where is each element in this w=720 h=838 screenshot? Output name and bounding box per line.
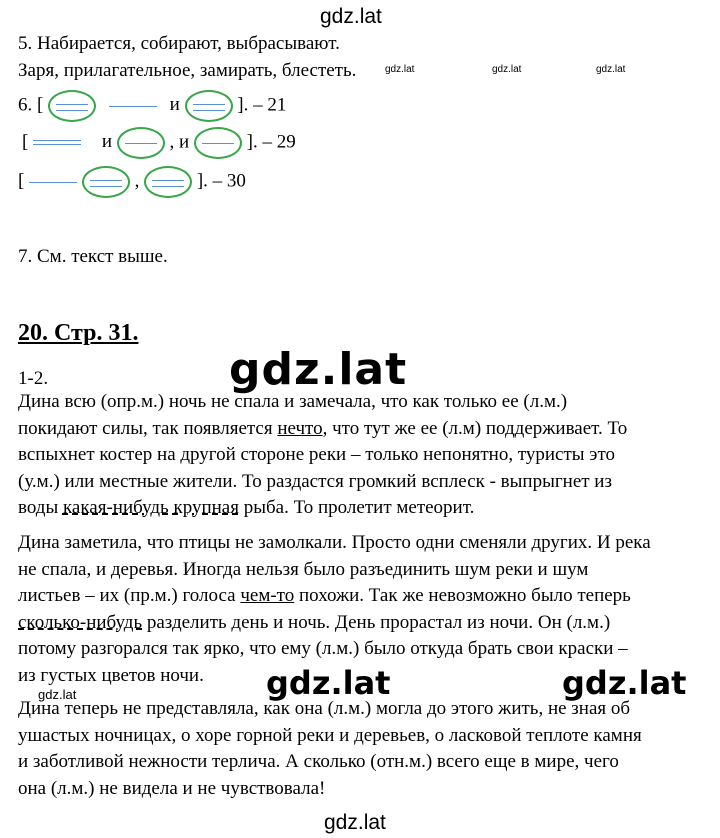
scheme-prefix: [ xyxy=(22,131,29,153)
text-line: и заботливой нежности терлича. А сколько (отн.м.) всего еще в мире, чего xyxy=(18,751,619,772)
page-title: 20. Стр. 31. xyxy=(18,320,139,346)
scheme-conjunction: , и xyxy=(169,131,190,153)
text-line: (у.м.) или местные жители. То раздастся громкий всплеск - выпрыгнет из xyxy=(18,470,612,492)
watermark-bottom: gdz.lat xyxy=(324,811,386,834)
text-line: ушастых ночницах, о хоре горной реки и деревьев, о ласковой теплоте камня xyxy=(18,724,642,746)
text-line: Дина заметила, что птицы не замолкали. Просто одни сменяли других. И река xyxy=(18,532,651,553)
underlined-word: какая-нибудь крупная xyxy=(62,497,239,518)
oval-mark xyxy=(185,90,233,122)
scheme-row-1 xyxy=(18,90,286,122)
underline-mark xyxy=(29,182,77,183)
oval-mark xyxy=(194,127,242,159)
scheme-row-3 xyxy=(18,166,246,198)
scheme-suffix: ]. – 30 xyxy=(196,170,246,192)
text-line: вспыхнет костер на другой стороне реки – только непонятно, туристы это xyxy=(18,444,616,465)
scheme-row-2 xyxy=(22,127,296,159)
underlined-word: сколько-нибудь xyxy=(18,611,143,633)
section5-line2: Заря, прилагательное, замирать, блестеть. xyxy=(18,60,357,81)
underline-mark xyxy=(109,106,157,107)
underlined-word: чем-то xyxy=(240,585,295,606)
text-line: сколько-нибудь разделить день и ночь. День прорастал из ночи. Он (л.м.) xyxy=(18,611,611,633)
text-line: из густых цветов ночи. xyxy=(18,664,204,686)
scheme-conjunction: и xyxy=(101,131,112,153)
watermark-small: gdz.lat xyxy=(492,64,522,75)
watermark-mid: gdz.lat xyxy=(266,664,391,702)
scheme-suffix: ]. – 21 xyxy=(237,94,287,116)
text-line: она (л.м.) не видела и не чувствовала! xyxy=(18,777,326,799)
section7-text: 7. См. текст выше. xyxy=(18,246,168,267)
watermark-big: gdz.lat xyxy=(229,344,408,395)
paragraph-3 xyxy=(18,696,718,802)
watermark-small: gdz.lat xyxy=(385,64,415,75)
text-line: не спала, и деревья. Иногда нельзя было разъединить шум реки и шум xyxy=(18,558,589,580)
scheme-prefix: 6. [ xyxy=(18,94,44,116)
oval-mark xyxy=(144,166,192,198)
text-line: воды какая-нибудь крупная рыба. То пролетит метеорит. xyxy=(18,497,475,518)
watermark-top: gdz.lat xyxy=(320,5,382,28)
watermark-mid: gdz.lat xyxy=(562,664,687,702)
oval-mark xyxy=(82,166,130,198)
task-label: 1-2. xyxy=(18,368,49,389)
scheme-comma: , xyxy=(134,170,140,192)
scheme-prefix: [ xyxy=(18,170,25,192)
watermark-small: gdz.lat xyxy=(596,64,626,75)
double-underline-mark xyxy=(33,140,81,146)
text-line: покидают силы, так появляется нечто, что тут же ее (л.м) поддерживает. То xyxy=(18,417,628,439)
scheme-conjunction: и xyxy=(169,94,180,116)
text-line: потому разгорался так ярко, что ему (л.м.) было откуда брать свои краски – xyxy=(18,638,628,659)
watermark-small: gdz.lat xyxy=(38,687,77,702)
section5-line1: 5. Набирается, собирают, выбрасывают. xyxy=(18,33,340,54)
text-line: Дина всю (опр.м.) ночь не спала и замечала, что как только ее (л.м.) xyxy=(18,391,568,412)
oval-mark xyxy=(117,127,165,159)
scheme-suffix: ]. – 29 xyxy=(246,131,296,153)
text-line: Дина теперь не представляла, как она (л.м.) могла до этого жить, не зная об xyxy=(18,698,631,719)
oval-mark xyxy=(48,90,96,122)
paragraph-1 xyxy=(18,389,718,522)
text-line: листьев – их (пр.м.) голоса чем-то похожи. Так же невозможно было теперь xyxy=(18,585,631,606)
underlined-word: нечто xyxy=(277,417,323,439)
